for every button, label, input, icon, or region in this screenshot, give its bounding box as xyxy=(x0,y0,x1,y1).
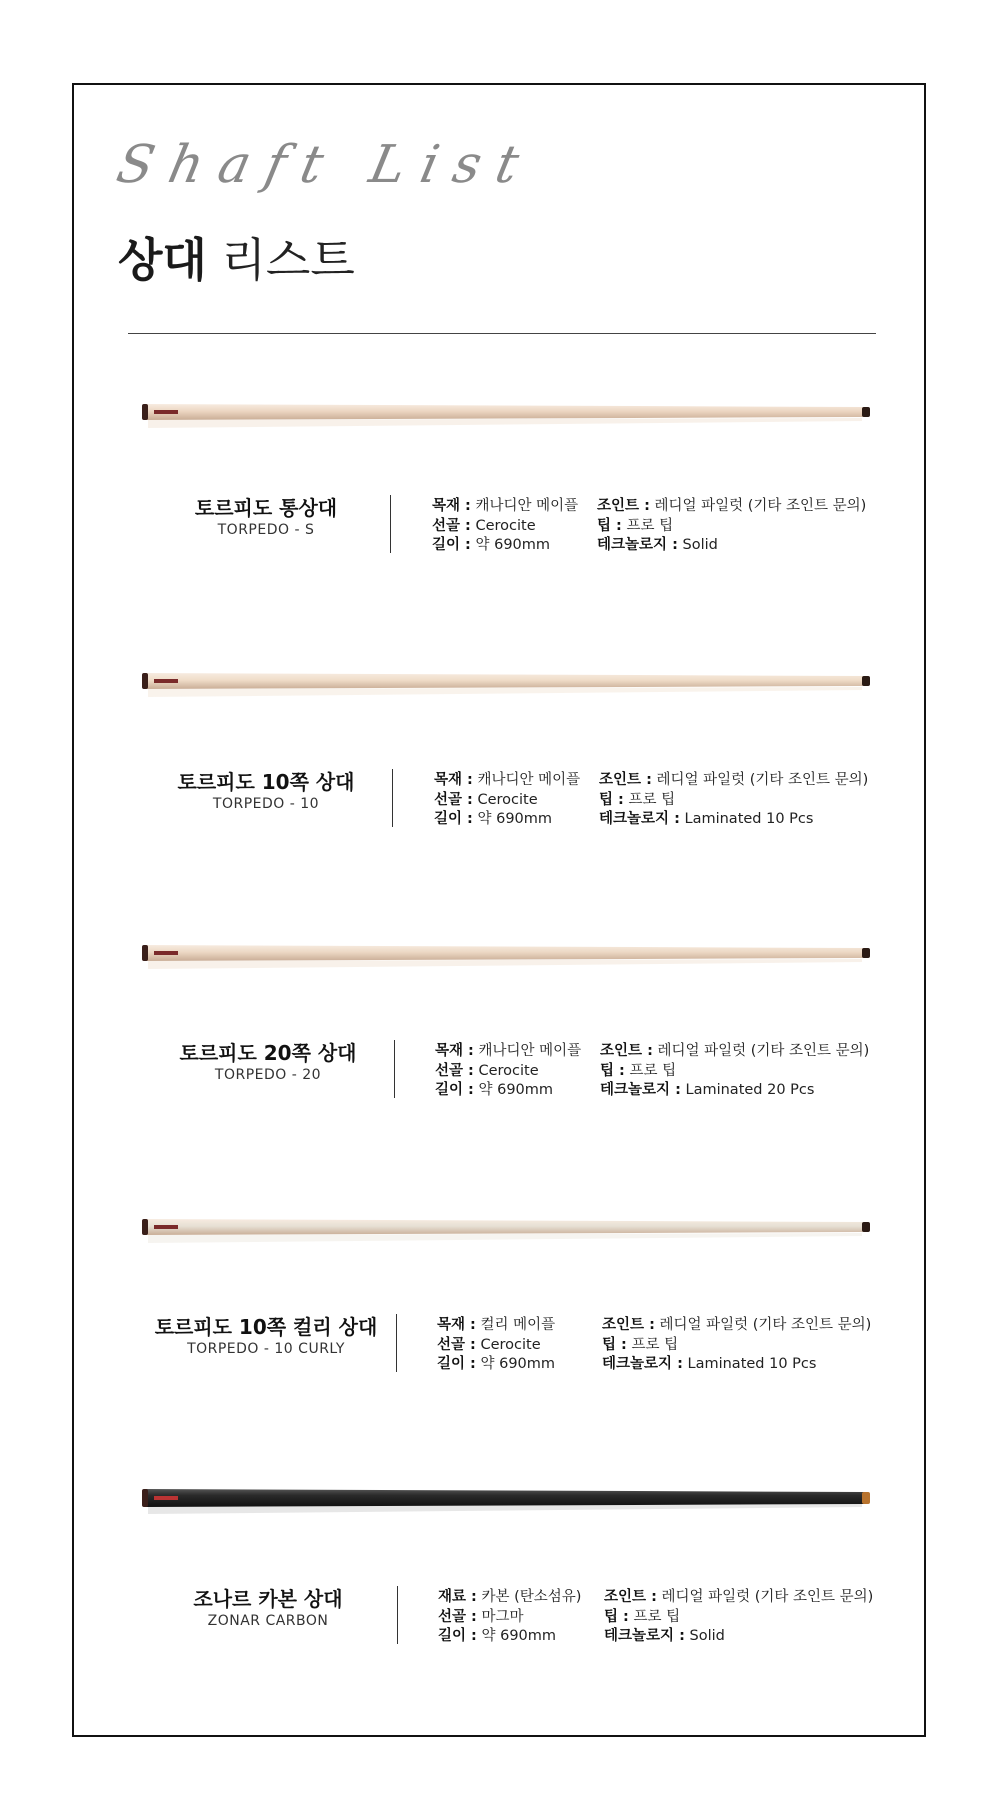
spec-joint: 조인트 : 레디얼 파일럿 (기타 조인트 문의) xyxy=(604,1589,874,1605)
spec-joint: 조인트 : 레디얼 파일럿 (기타 조인트 문의) xyxy=(597,498,867,514)
shaft-body xyxy=(146,1489,864,1507)
spec-divider xyxy=(396,1314,397,1372)
spec-divider xyxy=(394,1040,395,1098)
spec-wood: 목재 : 컬리 메이플 xyxy=(437,1317,556,1333)
shaft-name xyxy=(138,1586,398,1630)
shaft-name xyxy=(136,769,396,813)
shaft-body xyxy=(146,1219,864,1235)
shaft-image-zonar-carbon xyxy=(142,1468,872,1528)
spec-length: 길이 : 약 690mm xyxy=(435,1082,554,1098)
spec-column-right xyxy=(599,771,868,830)
spec-divider xyxy=(397,1586,398,1644)
spec-technology: 테크놀로지 : Solid xyxy=(597,537,718,553)
brand-logo-mark xyxy=(154,951,178,955)
shaft-name-ko: 토르피도 통상대 xyxy=(194,496,338,520)
cue-shaft-svg xyxy=(142,1197,872,1257)
shaft-tip xyxy=(862,948,870,958)
spec-material: 재료 : 카본 (탄소섬유) xyxy=(438,1589,582,1605)
shaft-name xyxy=(136,495,396,539)
shaft-tip xyxy=(862,676,870,686)
spec-technology: 테크놀로지 : Solid xyxy=(604,1628,725,1644)
spec-core: 선골 : Cerocite xyxy=(435,1062,539,1079)
cue-shaft-svg xyxy=(142,651,872,711)
shaft-image-torpedo-20 xyxy=(142,923,872,983)
shaft-name-ko: 조나르 카본 상대 xyxy=(193,1587,343,1611)
spec-column-right xyxy=(604,1588,873,1647)
title-bold: 상대 xyxy=(118,233,207,287)
spec-length: 길이 : 약 690mm xyxy=(437,1356,556,1372)
shaft-name xyxy=(138,1040,398,1084)
shaft-image-torpedo-s xyxy=(142,382,872,442)
script-title: Shaft List xyxy=(111,135,540,195)
spec-wood: 목재 : 캐나디안 메이플 xyxy=(435,1043,582,1059)
spec-length: 길이 : 약 690mm xyxy=(438,1628,557,1644)
spec-column-right xyxy=(600,1042,869,1101)
shaft-tip xyxy=(862,1222,870,1232)
spec-technology: 테크놀로지 : Laminated 20 Pcs xyxy=(600,1082,815,1098)
joint-collar xyxy=(142,404,148,420)
spec-joint: 조인트 : 레디얼 파일럿 (기타 조인트 문의) xyxy=(600,1043,870,1059)
title-light: 리스트 xyxy=(221,233,355,287)
spec-core: 선골 : Cerocite xyxy=(437,1336,541,1353)
cue-shaft-svg xyxy=(142,382,872,442)
spec-joint: 조인트 : 레디얼 파일럿 (기타 조인트 문의) xyxy=(602,1317,872,1333)
spec-length: 길이 : 약 690mm xyxy=(432,537,551,553)
spec-tip: 팁 : 프로 팁 xyxy=(602,1336,679,1353)
title-divider xyxy=(128,333,876,334)
shaft-name-en: ZONAR CARBON xyxy=(207,1613,329,1629)
spec-tip: 팁 : 프로 팁 xyxy=(600,1062,677,1079)
shaft-image-torpedo-10-curly xyxy=(142,1197,872,1257)
spec-wood: 목재 : 캐나디안 메이플 xyxy=(434,772,581,788)
spec-length: 길이 : 약 690mm xyxy=(434,811,553,827)
spec-column-left xyxy=(437,1316,555,1375)
shaft-tip xyxy=(862,1492,870,1504)
shaft-body xyxy=(146,673,864,689)
spec-tip: 팁 : 프로 팁 xyxy=(597,517,674,534)
brand-logo-mark xyxy=(154,1496,178,1500)
shaft-name-en: TORPEDO - 10 xyxy=(212,796,320,812)
spec-core: 선골 : 마그마 xyxy=(438,1608,524,1625)
spec-technology: 테크놀로지 : Laminated 10 Pcs xyxy=(602,1356,817,1372)
shaft-body xyxy=(146,404,864,420)
shaft-name xyxy=(136,1314,396,1358)
page-title xyxy=(118,232,355,288)
shaft-name-en: TORPEDO - 20 xyxy=(214,1067,322,1083)
brand-logo-mark xyxy=(154,679,178,683)
spec-divider xyxy=(390,495,391,553)
spec-column-left xyxy=(438,1588,581,1647)
spec-column-left xyxy=(434,771,580,830)
joint-collar xyxy=(142,673,148,689)
shaft-item xyxy=(128,769,876,829)
shaft-item xyxy=(128,1314,876,1374)
shaft-name-ko: 토르피도 20쪽 상대 xyxy=(179,1041,357,1065)
joint-collar xyxy=(142,945,148,961)
spec-core: 선골 : Cerocite xyxy=(434,791,538,808)
shaft-item xyxy=(128,1040,876,1100)
spec-joint: 조인트 : 레디얼 파일럿 (기타 조인트 문의) xyxy=(599,772,869,788)
brand-logo-mark xyxy=(154,410,178,414)
shaft-tip xyxy=(862,407,870,417)
spec-column-left xyxy=(435,1042,581,1101)
joint-collar xyxy=(142,1219,148,1235)
spec-technology: 테크놀로지 : Laminated 10 Pcs xyxy=(599,811,814,827)
spec-column-right xyxy=(602,1316,871,1375)
shaft-item xyxy=(128,495,876,555)
spec-tip: 팁 : 프로 팁 xyxy=(599,791,676,808)
spec-column-right xyxy=(597,497,866,556)
shaft-name-ko: 토르피도 10쪽 상대 xyxy=(177,770,355,794)
shaft-item xyxy=(128,1586,876,1646)
shaft-body xyxy=(146,945,864,961)
joint-collar xyxy=(142,1489,148,1507)
brand-logo-mark xyxy=(154,1225,178,1229)
spec-divider xyxy=(392,769,393,827)
cue-shaft-svg xyxy=(142,1468,872,1528)
spec-wood: 목재 : 캐나디안 메이플 xyxy=(432,498,579,514)
shaft-name-en: TORPEDO - S xyxy=(217,522,315,538)
shaft-name-en: TORPEDO - 10 CURLY xyxy=(187,1341,345,1357)
shaft-image-torpedo-10 xyxy=(142,651,872,711)
cue-shaft-svg xyxy=(142,923,872,983)
spec-core: 선골 : Cerocite xyxy=(432,517,536,534)
shaft-name-ko: 토르피도 10쪽 컬리 상대 xyxy=(154,1315,378,1339)
spec-tip: 팁 : 프로 팁 xyxy=(604,1608,681,1625)
spec-column-left xyxy=(432,497,578,556)
